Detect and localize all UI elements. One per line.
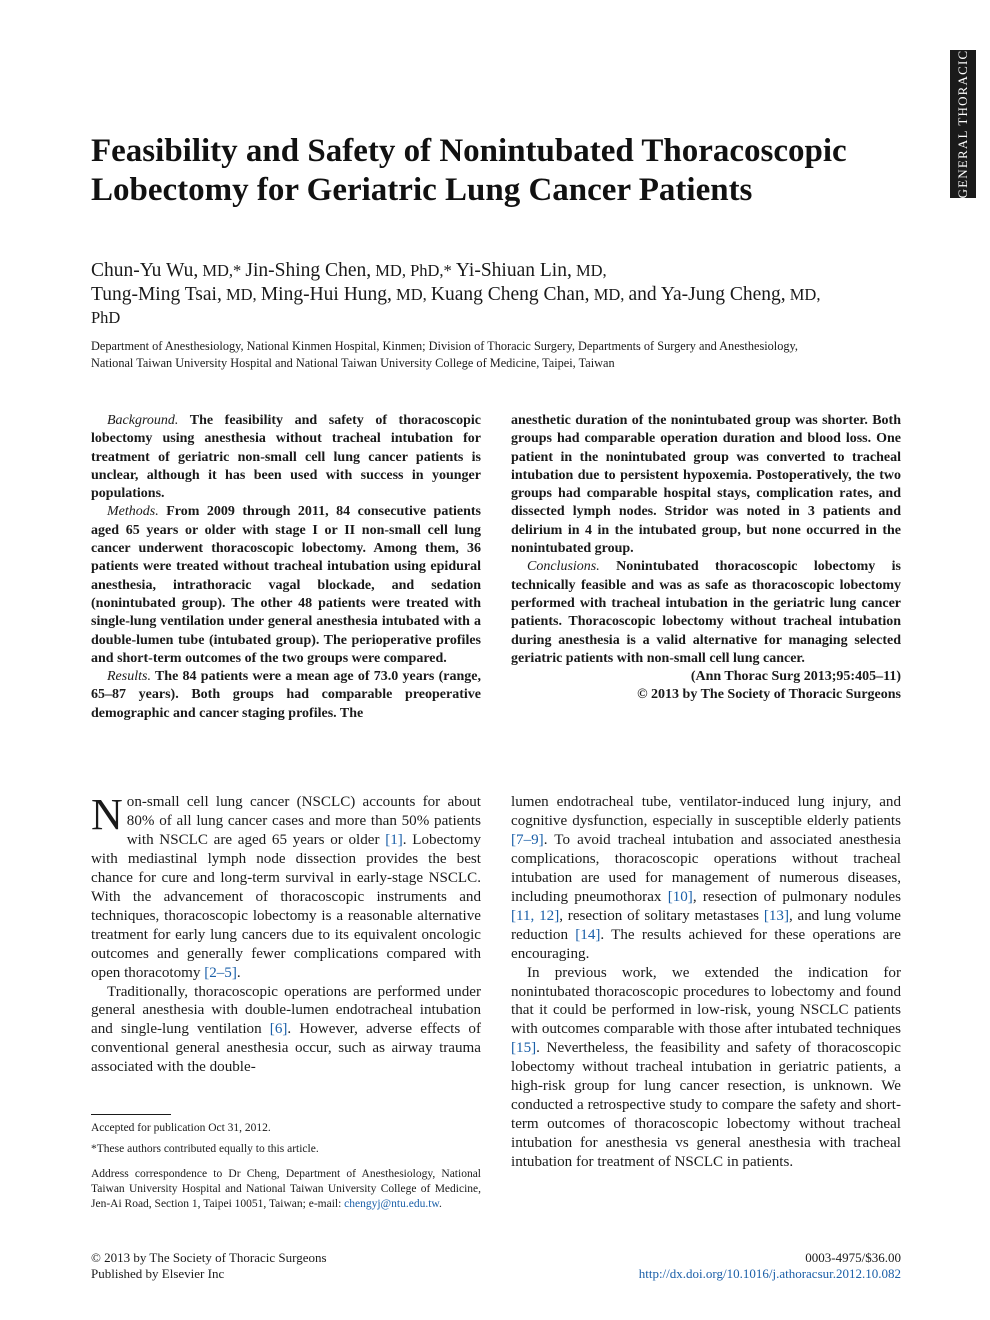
body-text: , and lung volume reduction [511,907,902,943]
author-degree: MD, [589,284,629,304]
abstract-column-left [91,412,481,723]
author-name: Kuang Cheng Chan, [430,283,590,305]
section-tab-label: GENERAL THORACIC [955,49,970,199]
section-tab [950,50,976,198]
abstract-conclusions [511,558,901,668]
author-degree: MD, [221,284,261,304]
section-label: Methods. [107,504,159,520]
body-text: . [236,964,241,981]
body-text: . Nevertheless, the feasibility and safety of thoracoscopic lobectomy without tracheal intubation in geriatric patients, a high-risk group for lung cancer resection, is unknown. We conducted a retrospective study to compare the safety and short-term outcomes of thoracoscopic lobectomy without tracheal intubation for anesthesia vs general anesthesia with tracheal intubation for treatment of NSCLC in patients. [511,1040,901,1171]
body-column-right [511,793,901,1172]
footer-copyright: © 2013 by The Society of Thoracic Surgeons [91,1250,327,1265]
footnote-address [91,1167,481,1213]
body-column-left [91,790,481,1077]
footnote-divider [91,1114,171,1115]
abstract-background [91,412,481,503]
body-text: . The results achieved for these operations are encouraging. [511,926,901,962]
author-name: Yi-Shiuan Lin, [455,260,572,281]
abstract-text: The feasibility and safety of thoracoscopic lobectomy using anesthesia without tracheal intubation for treatment of geriatric non-small cell lung cancer patients is unclear, although it has been used with success in younger populations. [91,413,481,502]
abstract-text: From 2009 through 2011, 84 consecutive patients aged 65 years or older with stage I or II non-small cell lung cancer underwent thoracoscopic lobectomy. Among them, 36 patients were treated without tracheal intubation using epidural anesthesia, intrathoracic vagal blockade, and sedation (nonintubated group). The other 48 patients were treated with single-lung ventilation under general anesthesia intubated with a double-lumen tube (intubated group). The perioperative profiles and short-term outcomes of the two groups were compared. [91,504,481,666]
author-name: Ming-Hui Hung, [260,283,392,305]
section-label: Results. [107,669,151,685]
email-link[interactable]: chengyj@ntu.edu.tw [344,1198,439,1211]
abstract-text: The 84 patients were a mean age of 73.0 years (range, 65–87 years). Both groups had comparable preoperative demographic and cancer staging profiles. The [91,669,481,721]
page-footer-left [91,1250,327,1282]
abstract-text: Nonintubated thoracoscopic lobectomy is technically feasible and was as safe as thoracoscopic lobectomy performed with tracheal intubation in the geriatric lung cancer patients. Thoracoscopic lobectomy without tracheal intubation during anesthesia is a valid alternative for managing selected geriatric patients with non-small cell lung cancer. [511,559,901,666]
author-name: Jin-Shing Chen, [245,260,372,281]
section-label: Conclusions. [527,559,600,575]
author-name: Tung-Ming Tsai, [91,283,222,305]
affiliation: Department of Anesthesiology, National Kinmen Hospital, Kinmen; Division of Thoracic Surgery, Departments of Surgery and Anesthesiology, National Taiwan University Hospital and National Taiwan University College of Medicine, Taipei, Taiwan [91,339,798,370]
author-degree: MD, PhD,* [371,261,456,280]
footnote-accepted: Accepted for publication Oct 31, 2012. [91,1122,271,1134]
abstract-methods [91,503,481,668]
body-text: on-small cell lung cancer (NSCLC) accounts for about 80% of all lung cancer cases and more than 50% patients with NSCLC are aged 65 years or older [126,794,481,848]
body-paragraph [91,983,481,1078]
body-paragraph [511,964,901,1172]
author-degree: MD, PhD [91,284,821,327]
reference-link[interactable]: [15] [511,1040,537,1057]
body-paragraph [91,790,481,983]
drop-cap: N [91,790,123,839]
body-text: In previous work, we extended the indication for nonintubated thoracoscopic procedures to lobectomy and found that it could be performed in low-risk, young NSCLC patients with outcomes comparable with those after intubated techniques [511,964,901,1038]
abstract-results [91,668,481,723]
body-text: Traditionally, thoracoscopic operations are performed under general anesthesia with double-lumen endotracheal intubation and single-lung ventilation [91,983,481,1038]
reference-link[interactable]: [11, 12] [511,907,560,924]
doi-link[interactable]: http://dx.doi.org/10.1016/j.athoracsur.2012.10.082 [638,1266,901,1281]
body-text: . To avoid tracheal intubation and associated anesthesia complications, thoracoscopic operations without tracheal intubation are used for management of numerous diseases, including pneumothorax [511,831,901,905]
footnote-equal-contribution: *These authors contributed equally to this article. [91,1143,319,1155]
author-name: and Ya-Jung Cheng, [628,283,786,305]
author-degree: MD,* [198,261,246,280]
body-paragraph [511,793,901,964]
reference-link[interactable]: [10] [667,888,693,905]
footer-publisher: Published by Elsevier Inc [91,1266,225,1281]
abstract-results-continued: anesthetic duration of the nonintubated group was shorter. Both groups had comparable operation duration and blood loss. One patient in the nonintubated group was converted to tracheal intubation due to persistent hypoxemia. Postoperatively, the two groups had comparable hospital stays, complication rates, and dissected lymph nodes. Stridor was noted in 3 patients and delirium in 4 in the intubated group, but none occurred in the nonintubated group. [511,413,901,557]
author-list [91,259,851,330]
author-degree: MD, [571,261,607,280]
author-degree: MD, [391,284,431,304]
body-text: . However, adverse effects of conventional general anesthesia occur, such as airway trauma associated with the double- [91,1021,481,1076]
abstract-copyright: © 2013 by The Society of Thoracic Surgeons [637,687,901,703]
body-text: , resection of pulmonary nodules [692,888,901,905]
reference-link[interactable]: [13] [763,907,789,924]
reference-link[interactable]: [14] [575,926,601,943]
journal-citation: (Ann Thorac Surg 2013;95:405–11) [690,669,901,685]
reference-link[interactable]: [7–9] [511,831,544,848]
section-label: Background. [107,413,179,428]
body-text: . Lobectomy with mediastinal lymph node dissection provides the best chance for cure and long-term survival in early-stage NSCLC. With the advancement of thoracoscopic instruments and techniques, thoracoscopic lobectomy is a reasonable alternative treatment for early lung cancers due to its equivalent oncologic outcomes and generally fewer complications compared with open thoracotomy [91,831,481,981]
reference-link[interactable]: [6] [269,1021,288,1038]
article-title: Feasibility and Safety of Nonintubated Thoracoscopic Lobectomy for Geriatric Lung Cancer Patients [91,133,847,208]
abstract-column-right [511,412,901,705]
body-text: lumen endotracheal tube, ventilator-induced lung injury, and cognitive dysfunction, especially in susceptible elderly patients [511,794,901,829]
reference-link[interactable]: [1] [385,831,403,848]
footnote-text: . [438,1198,442,1211]
footer-issn: 0003-4975/$36.00 [805,1250,901,1265]
reference-link[interactable]: [2–5] [204,964,237,981]
author-name: Chun-Yu Wu, [91,260,199,281]
body-text: , resection of solitary metastases [559,907,764,924]
footnote-text: Address correspondence to Dr Cheng, Department of Anesthesiology, National Taiwan University Hospital and National Taiwan University College of Medicine, Jen-Ai Road, Section 1, Taipei 10051, Taiwan; e-mail: [91,1168,481,1211]
page-footer-right [560,1250,901,1282]
